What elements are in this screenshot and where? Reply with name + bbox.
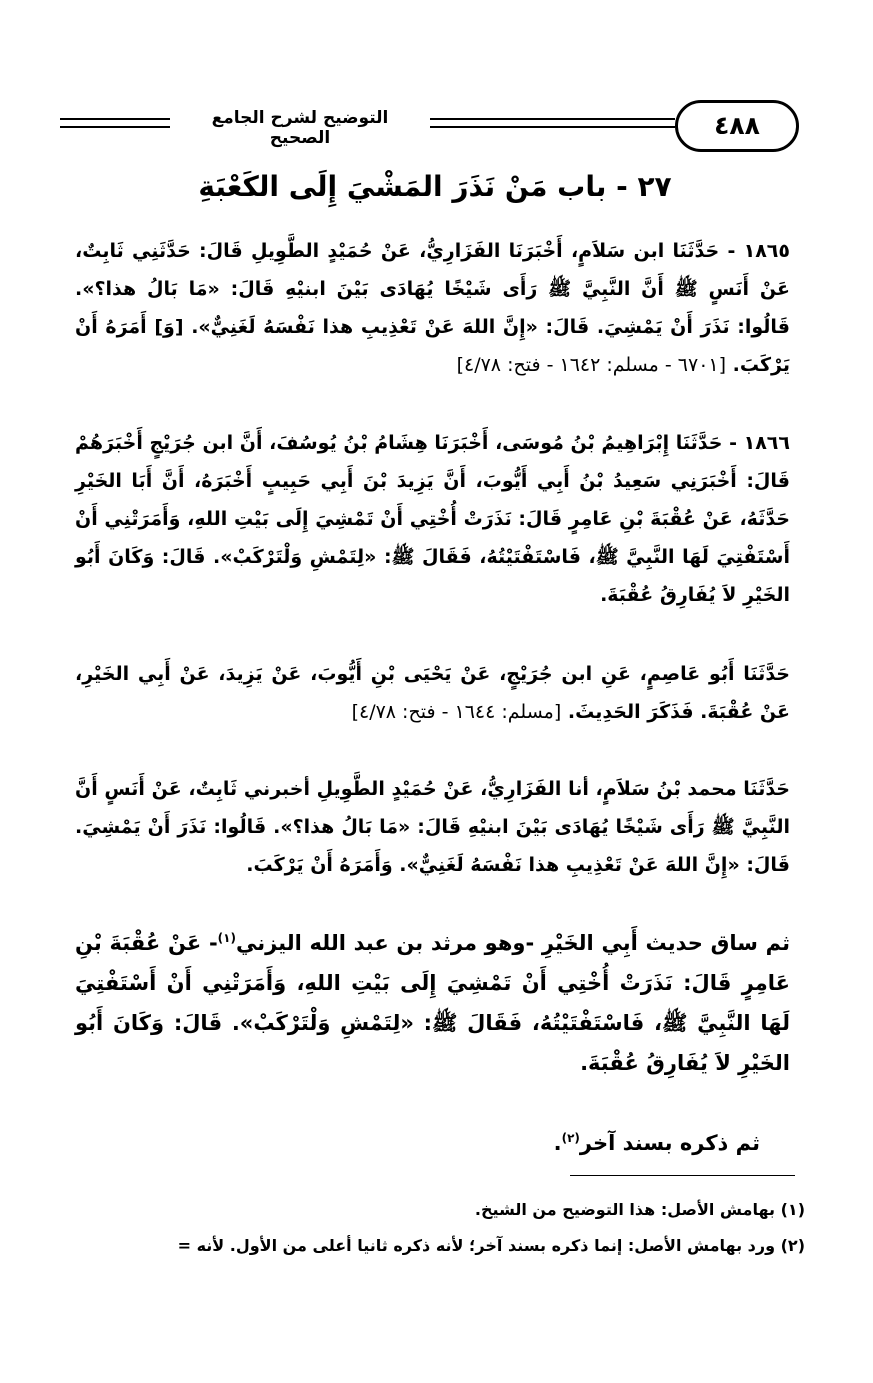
page-header xyxy=(60,88,795,168)
footnote-1-text: بهامش الأصل: هذا التوضيح من الشيخ. xyxy=(474,1200,776,1219)
hadith-1866-text: ١٨٦٦ - حَدَّثَنَا إِبْرَاهِيمُ بْنُ مُوسَى، أَخْبَرَنَا هِشَامُ بْنُ يُوسُفَ، أَنَّ ابن جُرَيْجٍ أَخْبَرَهُمْ قَالَ: أَخْبَرَنِي سَعِيدُ بْنُ أَبِي أَيُّوبَ، أَنَّ يَزِيدَ بْنَ أَبِي حَبِيبٍ أَخْبَرَهُ، أَنَّ أَبَا الخَيْرِ حَدَّثَهُ، عَنْ عُقْبَةَ بْنِ عَامِرٍ قَالَ: نَذَرَتْ أُخْتِي أَنْ تَمْشِيَ إِلَى بَيْتِ اللهِ، وَأَمَرَتْنِي أَنْ أَسْتَفْتِيَ لَهَا النَّبِيَّ ﷺ، فَاسْتَفْتَيْتُهُ، فَقَالَ ﷺ: «لِتَمْشِ وَلْتَرْكَبْ». قَالَ: وَكَانَ أَبُو الخَيْرِ لاَ يُفَارِقُ عُقْبَةَ. xyxy=(75,432,790,606)
footnote-2-number: (٢) xyxy=(780,1236,805,1255)
hadith-1866 xyxy=(75,424,790,614)
footnote-1-number: (١) xyxy=(780,1200,805,1219)
hadith-abu-asim-text: حَدَّثَنَا أَبُو عَاصِمٍ، عَنِ ابن جُرَيْجٍ، عَنْ يَحْيَى بْنِ أَيُّوبَ، عَنْ يَزِيدَ، عَنْ أَبِي الخَيْرِ، عَنْ عُقْبَةَ. فَذَكَرَ الحَدِيثَ. xyxy=(75,663,790,723)
hadith-abu-asim-ref: [مسلم: ١٦٤٤ - فتح: ٤/٧٨] xyxy=(351,701,562,723)
commentary-paragraph-1 xyxy=(75,918,790,1083)
hadith-1865 xyxy=(75,232,790,384)
commentary-text-a: ثم ساق حديث أَبِي الخَيْرِ -وهو مرثد بن عبد الله اليزني xyxy=(235,931,790,955)
page-number: ٤٨٨ xyxy=(675,100,799,152)
header-rule-left-bottom xyxy=(60,126,170,128)
commentary-paragraph-2 xyxy=(75,1118,790,1163)
hadith-1865-text: ١٨٦٥ - حَدَّثَنَا ابن سَلاَمٍ، أَخْبَرَنَا الفَزَارِيُّ، عَنْ حُمَيْدٍ الطَّوِيلِ قَالَ: حَدَّثَنِي ثَابِتٌ، عَنْ أَنَسٍ ﷺ أَنَّ النَّبِيَّ ﷺ رَأَى شَيْخًا يُهَادَى بَيْنَ ابنيْهِ قَالَ: «مَا بَالُ هذا؟». قَالُوا: نَذَرَ أَنْ يَمْشِيَ. قَالَ: «إِنَّ اللهَ عَنْ تَعْذِيبِ هذا نَفْسَهُ لَغَنِيٌّ». [وَ] أَمَرَهُ أَنْ يَرْكَبَ. xyxy=(75,240,790,376)
hadith-ibn-salam-text: حَدَّثَنَا محمد بْنُ سَلاَمٍ، أنا الفَزَارِيُّ، عَنْ حُمَيْدٍ الطَّوِيلِ أخبرني ثَابِتٌ، عَنْ أَنَسٍ أَنَّ النَّبِيَّ ﷺ رَأَى شَيْخًا يُهَادَى بَيْنَ ابنيْهِ قَالَ: «مَا بَالُ هذا؟». قَالُوا: نَذَرَ أَنْ يَمْشِيَ. قَالَ: «إِنَّ اللهَ عَنْ تَعْذِيبِ هذا نَفْسَهُ لَغَنِيٌّ». وَأَمَرَهُ أَنْ يَرْكَبَ. xyxy=(75,778,790,876)
header-rule-mid-bottom xyxy=(430,126,675,128)
footnote-1 xyxy=(45,1197,805,1223)
commentary-text-d: . xyxy=(553,1131,562,1155)
footnote-separator xyxy=(570,1175,795,1176)
footnote-2-text: ورد بهامش الأصل: إنما ذكره بسند آخر؛ لأنه ذكره ثانيا أعلى من الأول. لأنه = xyxy=(177,1236,776,1255)
commentary-text-b: - عَنْ عُقْبَةَ بْنِ عَامِرٍ قَالَ: نَذَرَتْ أُخْتِي أَنْ تَمْشِيَ إِلَى بَيْتِ اللهِ، وَأَمَرَتْنِي أَنْ أَسْتَفْتِيَ لَهَا النَّبِيَّ ﷺ، فَاسْتَفْتَيْتُهُ، فَقَالَ ﷺ: «لِتَمْشِ وَلْتَرْكَبْ». قَالَ: وَكَانَ أَبُو الخَيْرِ لاَ يُفَارِقُ عُقْبَةَ. xyxy=(75,931,790,1075)
running-title: التوضيح لشرح الجامع الصحيح xyxy=(211,108,389,148)
hadith-abu-asim xyxy=(75,655,790,731)
hadith-1865-ref: [٦٧٠١ - مسلم: ١٦٤٢ - فتح: ٤/٧٨] xyxy=(456,354,727,376)
commentary-text-c: ثم ذكره بسند آخر xyxy=(579,1131,760,1155)
footnote-ref-1[interactable]: (١) xyxy=(217,931,236,945)
header-rule-mid-top xyxy=(430,118,675,120)
hadith-ibn-salam xyxy=(75,770,790,884)
chapter-title: ٢٧ - باب مَنْ نَذَرَ المَشْيَ إِلَى الكَعْبَةِ xyxy=(198,170,672,203)
footnote-2 xyxy=(45,1233,805,1259)
footnote-ref-2[interactable]: (٢) xyxy=(561,1131,580,1145)
header-rule-left-top xyxy=(60,118,170,120)
